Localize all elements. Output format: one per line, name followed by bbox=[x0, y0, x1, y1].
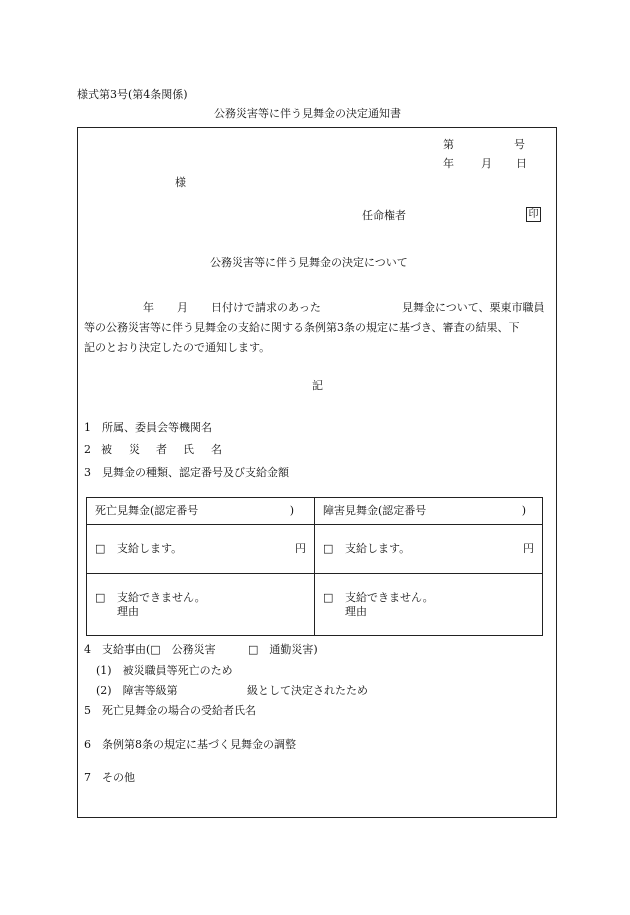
death-nopay-cell bbox=[87, 574, 315, 636]
body-line2: 等の公務災害等に伴う見舞金の支給に関する条例第3条の規定に基づき、審査の結果、下 bbox=[84, 321, 520, 334]
item-4-option-commute: □ 通勤災害) bbox=[248, 643, 318, 656]
date-month: 月 bbox=[481, 157, 492, 170]
date-year: 年 bbox=[443, 157, 454, 170]
item-2-char: 氏 bbox=[183, 443, 194, 456]
body-line3: 記のとおり決定したので通知します。 bbox=[84, 341, 271, 354]
form-title: 公務災害等に伴う見舞金の決定通知書 bbox=[214, 107, 401, 120]
disability-pay-checkbox[interactable]: □ bbox=[323, 542, 334, 556]
death-pay-label: 支給します。 bbox=[117, 542, 183, 556]
body-line1-text: 見舞金について、栗東市職員 bbox=[402, 301, 545, 314]
number-suffix: 号 bbox=[514, 138, 525, 151]
disability-header-cell bbox=[315, 498, 543, 525]
number-prefix: 第 bbox=[443, 138, 454, 151]
item-2-char: 災 bbox=[129, 443, 140, 456]
item-4-sub1: (1) 被災職員等死亡のため bbox=[96, 664, 233, 677]
disability-nopay-checkbox[interactable]: □ bbox=[323, 591, 334, 605]
item-4: 4 支給事由(□ 公務災害 bbox=[84, 643, 216, 656]
disability-nopay-cell bbox=[315, 574, 543, 636]
form-label: 様式第3号(第4条関係) bbox=[77, 88, 188, 101]
item-2-char: 者 bbox=[156, 443, 167, 456]
item-3: 3 見舞金の種類、認定番号及び支給金額 bbox=[84, 466, 289, 479]
disability-nopay-label: 支給できません。 bbox=[345, 591, 434, 605]
death-nopay-checkbox[interactable]: □ bbox=[95, 591, 106, 605]
item-7: 7 その他 bbox=[84, 771, 135, 784]
disability-nopay-reason: 理由 bbox=[345, 604, 367, 618]
disability-pay-unit: 円 bbox=[523, 542, 534, 556]
body-month: 月 bbox=[177, 301, 188, 314]
death-header-close: ) bbox=[289, 504, 294, 518]
item-2-num: 2 bbox=[84, 443, 91, 456]
item-2-char: 名 bbox=[211, 443, 222, 456]
appointing-authority: 任命権者 bbox=[362, 209, 406, 222]
death-header-cell bbox=[87, 498, 315, 525]
item-4-sub2-suffix: 級として決定されたため bbox=[247, 684, 368, 697]
death-nopay-label: 支給できません。 bbox=[117, 591, 206, 605]
item-2-char: 被 bbox=[101, 443, 112, 456]
addressee-suffix: 様 bbox=[175, 176, 186, 189]
ki-marker: 記 bbox=[312, 379, 323, 392]
death-header: 死亡見舞金(認定番号 bbox=[95, 504, 199, 518]
disability-header: 障害見舞金(認定番号 bbox=[323, 504, 427, 518]
death-pay-checkbox[interactable]: □ bbox=[95, 542, 106, 556]
item-1: 1 所属、委員会等機関名 bbox=[84, 421, 212, 434]
death-nopay-reason: 理由 bbox=[117, 604, 139, 618]
item-6: 6 条例第8条の規定に基づく見舞金の調整 bbox=[84, 738, 296, 751]
subject-line: 公務災害等に伴う見舞金の決定について bbox=[210, 256, 408, 269]
item-5: 5 死亡見舞金の場合の受給者氏名 bbox=[84, 704, 256, 717]
body-year: 年 bbox=[143, 301, 154, 314]
seal-mark: 印 bbox=[526, 207, 541, 222]
death-pay-cell bbox=[87, 525, 315, 574]
disability-pay-cell bbox=[315, 525, 543, 574]
death-pay-unit: 円 bbox=[295, 542, 306, 556]
payment-table bbox=[86, 497, 543, 636]
item-4-sub2-prefix: (2) 障害等級第 bbox=[96, 684, 178, 697]
disability-pay-label: 支給します。 bbox=[345, 542, 411, 556]
date-day: 日 bbox=[516, 157, 527, 170]
body-date-text: 日付けで請求のあった bbox=[211, 301, 321, 314]
disability-header-close: ) bbox=[521, 504, 526, 518]
